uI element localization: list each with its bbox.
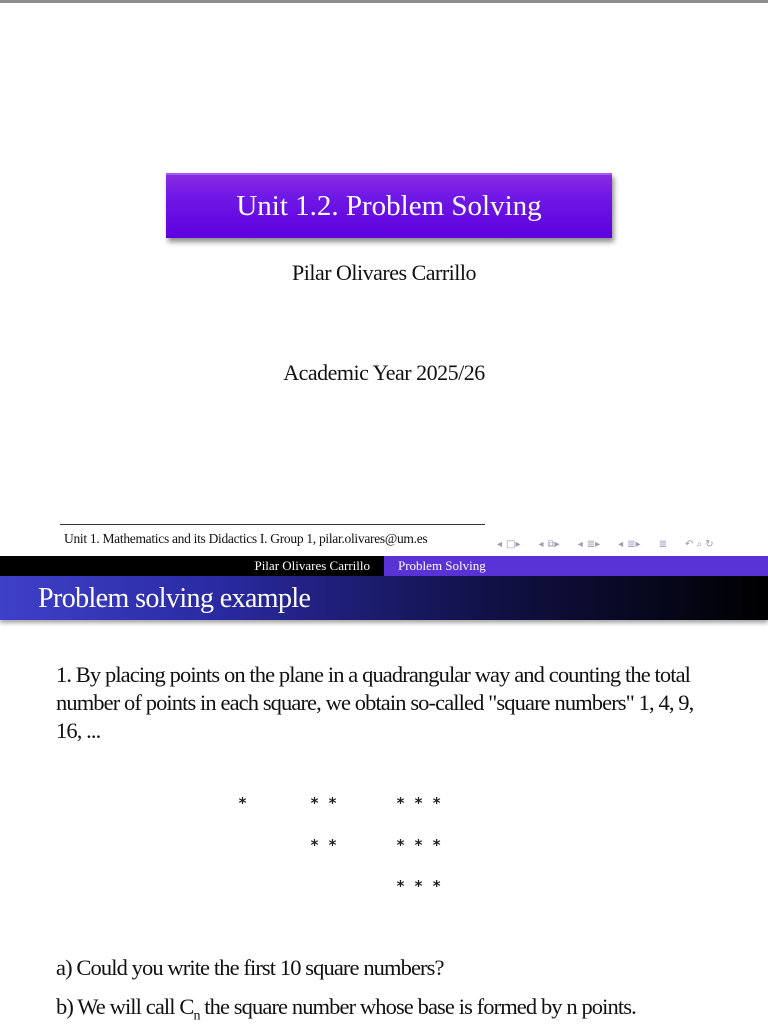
next-frame-icon[interactable]: ⧉▸ bbox=[547, 538, 560, 550]
search-icon[interactable]: ↶ ⌕ ↻ bbox=[684, 538, 714, 550]
beamer-navigation-bar bbox=[497, 536, 762, 552]
prev-frame-icon[interactable]: ◂ bbox=[538, 538, 544, 550]
question-b-text: b) We will call C bbox=[56, 994, 194, 1019]
beamer-headline bbox=[0, 556, 768, 576]
question-b bbox=[56, 994, 636, 1025]
top-border bbox=[0, 0, 768, 3]
headline-author: Pilar Olivares Carrillo bbox=[0, 556, 384, 576]
headline-section: Problem Solving bbox=[384, 556, 768, 576]
prev-slide-icon[interactable]: ◂ bbox=[497, 538, 503, 550]
problem-statement: 1. By placing points on the plane in a quadrangular way and counting the total number of points in each square, we obtain so-called "square numbers" 1, 4, 9, 16, ... bbox=[56, 662, 694, 743]
author-name: Pilar Olivares Carrillo bbox=[291, 260, 476, 285]
star-pattern-3-row-3: * * * bbox=[396, 877, 442, 895]
next-subsection-icon[interactable]: ≣▸ bbox=[586, 538, 601, 550]
slide-title-box bbox=[166, 173, 612, 238]
footer-text: Unit 1. Mathematics and its Didactics I. Group 1, pilar.olivares@um.es bbox=[64, 531, 428, 546]
toc-icon[interactable]: ≣ bbox=[658, 538, 667, 550]
footer-divider bbox=[60, 524, 485, 525]
question-b-subscript: n bbox=[193, 1008, 200, 1024]
next-slide-icon[interactable]: □▸ bbox=[506, 538, 521, 550]
frame-title-bar bbox=[0, 576, 768, 620]
star-pattern-2-row-2: * * bbox=[310, 836, 338, 854]
question-a: a) Could you write the first 10 square numbers? bbox=[56, 955, 444, 980]
star-pattern-2-row-1: * * bbox=[310, 794, 338, 812]
prev-subsection-icon[interactable]: ◂ bbox=[577, 538, 583, 550]
star-pattern-1-row-1: * bbox=[238, 794, 248, 812]
question-b-text-end: the square number whose base is formed by n points. bbox=[199, 994, 636, 1019]
frame-title: Problem solving example bbox=[38, 583, 311, 614]
star-pattern-3-row-1: * * * bbox=[396, 794, 442, 812]
prev-section-icon[interactable]: ◂ bbox=[618, 538, 624, 550]
star-pattern-3-row-2: * * * bbox=[396, 836, 442, 854]
academic-year: Academic Year 2025/26 bbox=[283, 360, 485, 385]
slide-title: Unit 1.2. Problem Solving bbox=[236, 190, 542, 222]
next-section-icon[interactable]: ≣▸ bbox=[627, 538, 641, 550]
